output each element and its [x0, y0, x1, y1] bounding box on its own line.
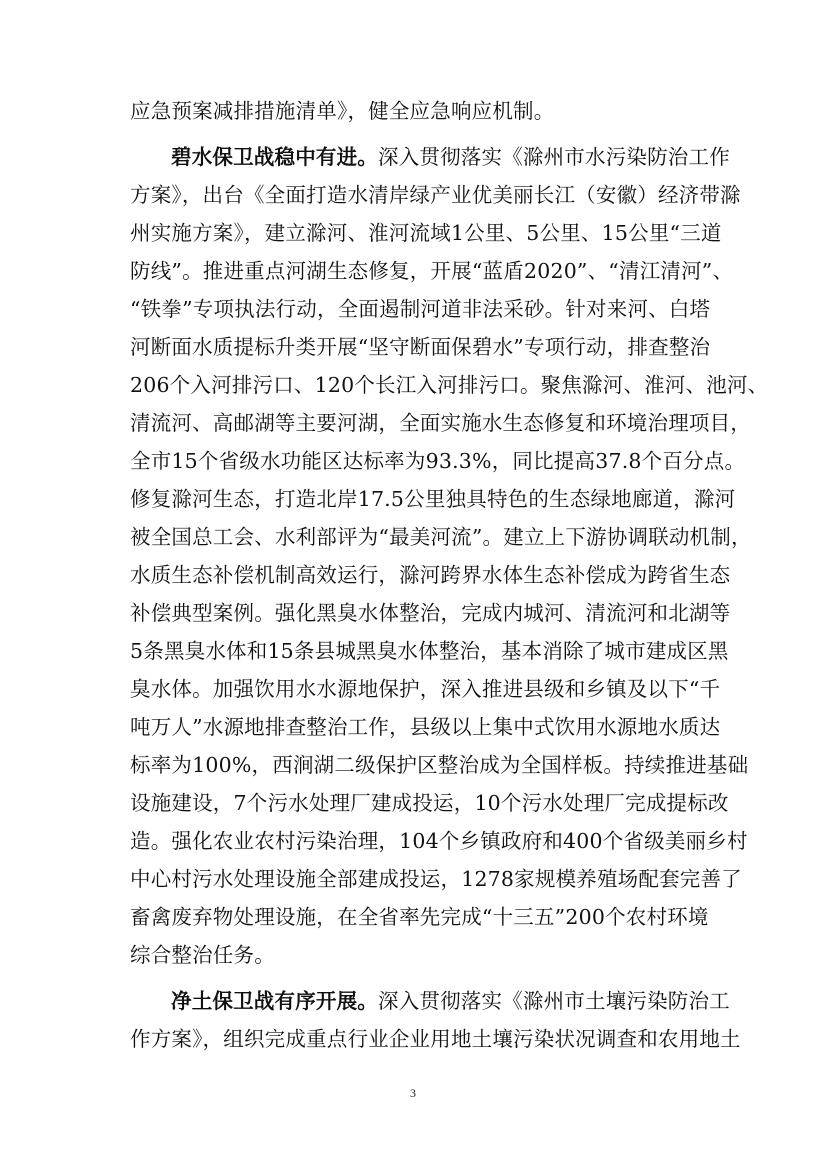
text-line: 设施建设，7个污水处理厂建成投运，10个污水处理厂完成提标改: [130, 791, 729, 815]
text-line: 补偿典型案例。强化黑臭水体整治，完成内城河、清流河和北湖等: [130, 601, 731, 625]
document-body: [130, 92, 769, 1058]
text-line: 综合整治任务。: [130, 943, 275, 967]
text-line: 206个入河排污口、120个长江入河排污口。聚焦滁河、淮河、池河、: [130, 373, 769, 397]
text-line: 修复滁河生态，打造北岸17.5公里独具特色的生态绿地廊道，滁河: [130, 487, 736, 511]
text-line: 州实施方案》，建立滁河、淮河流域1公里、5公里、15公里“三道: [130, 221, 722, 245]
text-line: 造。强化农业农村污染治理，104个乡镇政府和400个省级美丽乡村: [130, 829, 748, 853]
text-line: 5条黑臭水体和15条县城黑臭水体整治，基本消除了城市建成区黑: [130, 639, 729, 663]
text-line: 中心村污水处理设施全部建成投运，1278家规模养殖场配套完善了: [130, 867, 742, 891]
text-line: 臭水体。加强饮用水水源地保护，深入推进县级和乡镇及以下“千: [130, 677, 721, 701]
paragraph-lead-line: [130, 982, 730, 1020]
text-line: 吨万人”水源地排查整治工作，县级以上集中式饮用水源地水质达: [130, 715, 721, 739]
text-line: 应急预案减排措施清单》，健全应急响应机制。: [130, 99, 555, 123]
section-heading: 净土保卫战有序开展。: [171, 989, 378, 1013]
text-line: 清流河、高邮湖等主要河湖，全面实施水生态修复和环境治理项目，: [130, 411, 751, 435]
text-span: 深入贯彻落实《滁州市土壤污染防治工: [378, 989, 730, 1013]
paragraph-lead-line: [130, 138, 730, 176]
text-line: 防线”。推进重点河湖生态修复，开展“蓝盾2020”、“清江清河”、: [130, 259, 734, 283]
text-span: 深入贯彻落实《滁州市水污染防治工作: [378, 145, 730, 169]
text-line: 水质生态补偿机制高效运行，滁河跨界水体生态补偿成为跨省生态: [130, 563, 731, 587]
text-line: 方案》，出台《全面打造水清岸绿产业优美丽长江（安徽）经济带滁: [130, 183, 741, 207]
text-line: 作方案》，组织完成重点行业企业用地土壤污染状况调查和农用地土: [130, 1027, 741, 1051]
page-number: 3: [410, 1086, 416, 1100]
text-line: 被全国总工会、水利部评为“最美河流”。建立上下游协调联动机制，: [130, 525, 752, 549]
text-line: “铁拳”专项执法行动，全面遏制河道非法采砂。针对来河、白塔: [130, 297, 711, 321]
text-line: 标率为100%，西涧湖二级保护区整治成为全国样板。持续推进基础: [130, 753, 749, 777]
text-line: 畜禽废弃物处理设施，在全省率先完成“十三五”200个农村环境: [130, 905, 709, 929]
text-line: 全市15个省级水功能区达标率为93.3%，同比提高37.8个百分点。: [130, 449, 746, 473]
text-line: 河断面水质提标升类开展“坚守断面保碧水”专项行动，排查整治: [130, 335, 711, 359]
section-heading: 碧水保卫战稳中有进。: [171, 145, 378, 169]
